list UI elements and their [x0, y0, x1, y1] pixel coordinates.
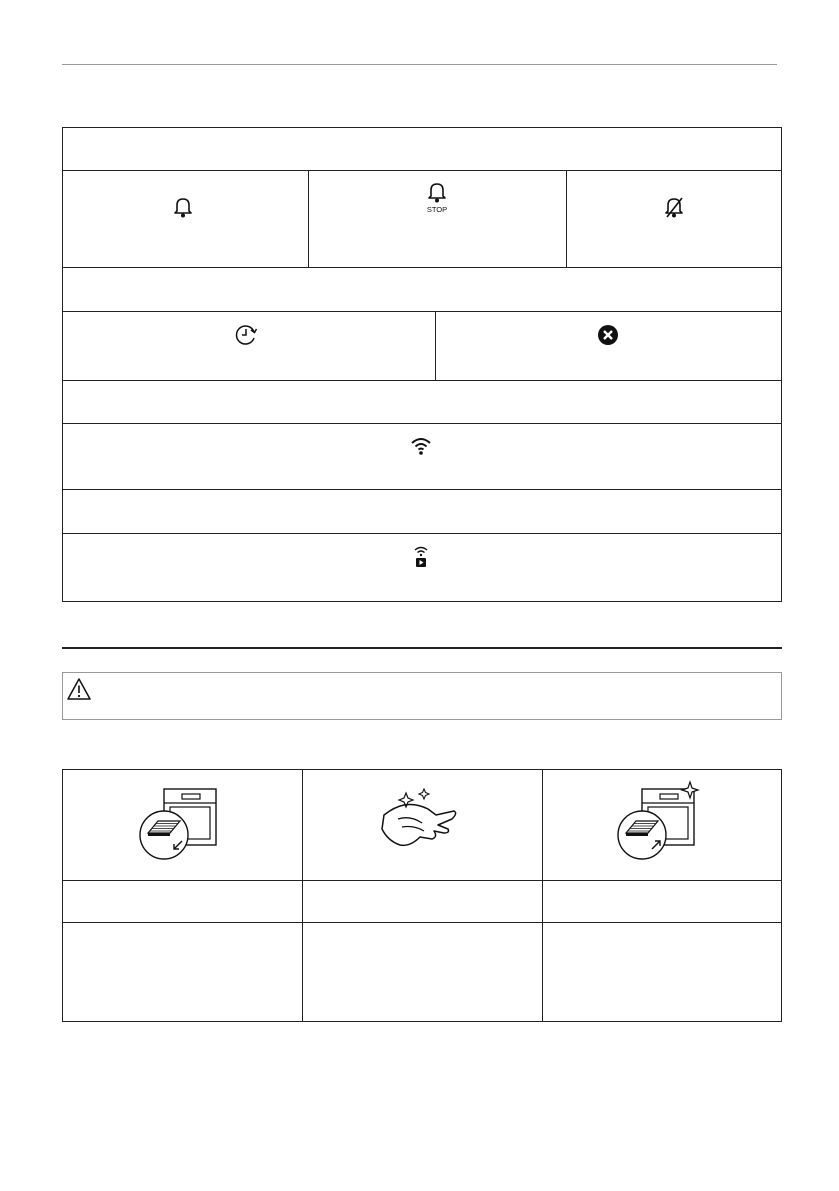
table-row-divider: [62, 311, 782, 312]
table-row-divider: [62, 880, 782, 881]
warning-triangle-icon: [66, 677, 92, 701]
table-row-divider: [62, 922, 782, 923]
oven-insert-shelf-icon: [614, 780, 704, 864]
cancel-circle-icon: [597, 324, 619, 346]
table-row-divider: [62, 423, 782, 424]
clock-restart-icon: [234, 323, 258, 347]
bell-stop-icon: [424, 182, 450, 214]
table-col-divider: [302, 769, 303, 1022]
table-row-divider: [62, 489, 782, 490]
table-row-divider: [62, 267, 782, 268]
table-row-divider: [62, 380, 782, 381]
table-col-divider: [308, 170, 309, 267]
bell-icon: [172, 196, 194, 220]
hand-sparkle-cleaning-icon: [376, 785, 466, 853]
table-col-divider: [435, 311, 436, 380]
remote-start-icon: [410, 545, 432, 569]
wifi-icon: [410, 436, 432, 456]
section-rule: [62, 647, 782, 649]
table-row-divider: [62, 170, 782, 171]
bell-off-icon: [663, 196, 685, 220]
table-col-divider: [542, 769, 543, 1022]
oven-remove-shelf-icon: [136, 785, 220, 865]
table-col-divider: [566, 170, 567, 267]
header-rule: [62, 64, 777, 65]
warning-box: [62, 672, 782, 720]
bell-stop-label: STOP: [426, 205, 448, 214]
table-row-divider: [62, 533, 782, 534]
